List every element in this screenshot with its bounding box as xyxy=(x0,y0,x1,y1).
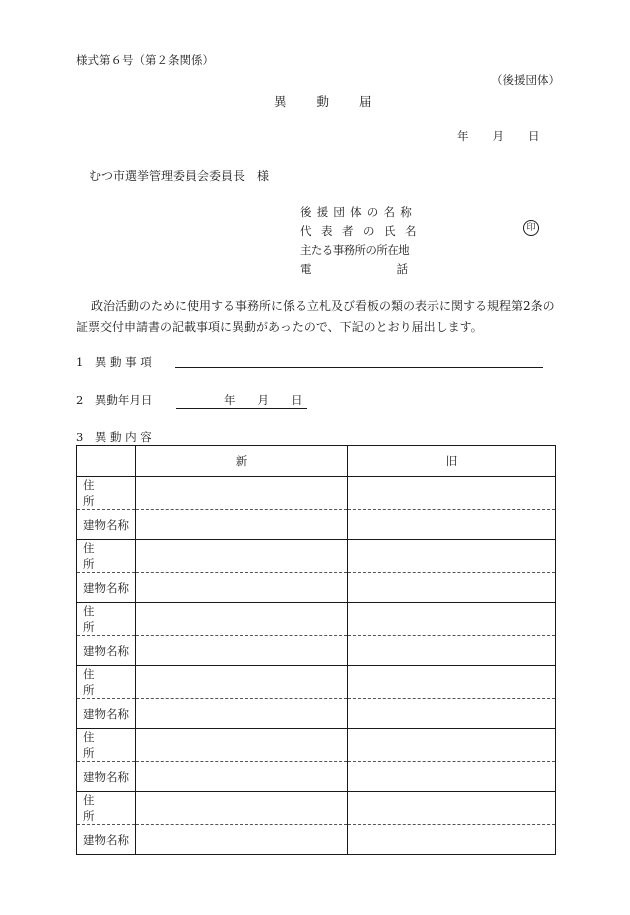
building-new-cell[interactable] xyxy=(136,825,348,855)
change-date-field[interactable] xyxy=(176,392,307,409)
org-type-label: （後援団体） xyxy=(491,73,560,87)
building-old-cell[interactable] xyxy=(348,510,556,540)
building-name-label: 建物名称 xyxy=(77,762,136,792)
address-label: 住所 xyxy=(77,666,136,699)
seal-mark: 印 xyxy=(523,220,539,236)
table-row xyxy=(77,699,556,729)
office-address-label: 主たる事務所の所在地 xyxy=(300,243,409,257)
addressee-honorific: 様 xyxy=(257,169,270,183)
document-title xyxy=(274,92,372,110)
phone-label xyxy=(300,260,408,279)
table-row xyxy=(77,792,556,825)
applicant-fields xyxy=(300,203,426,279)
building-name-label: 建物名称 xyxy=(77,699,136,729)
address-new-cell[interactable] xyxy=(136,666,348,699)
date-month-label: 月 xyxy=(492,129,504,143)
table-row xyxy=(77,573,556,603)
address-new-cell[interactable] xyxy=(136,540,348,573)
table-row xyxy=(77,729,556,762)
addressee xyxy=(89,167,269,184)
address-label: 住所 xyxy=(77,792,136,825)
building-old-cell[interactable] xyxy=(348,636,556,666)
date-day-label: 日 xyxy=(528,129,540,143)
title-char: 届 xyxy=(359,94,372,109)
address-old-cell[interactable] xyxy=(348,729,556,762)
address-new-cell[interactable] xyxy=(136,792,348,825)
building-new-cell[interactable] xyxy=(136,510,348,540)
address-new-cell[interactable] xyxy=(136,603,348,636)
building-old-cell[interactable] xyxy=(348,699,556,729)
change-content-table xyxy=(76,445,556,855)
building-name-label: 建物名称 xyxy=(77,825,136,855)
form-number: 様式第６号（第２条関係） xyxy=(76,53,214,67)
address-old-cell[interactable] xyxy=(348,477,556,510)
building-new-cell[interactable] xyxy=(136,636,348,666)
address-label: 住所 xyxy=(77,540,136,573)
phone-label-char: 電 xyxy=(300,262,312,276)
notice-body: 政治活動のために使用する事務所に係る立札及び看板の類の表示に関する規程第2条の証票交付申請書の記載事項に異動があったので、下記のとおり届出します。 xyxy=(76,299,555,334)
building-new-cell[interactable] xyxy=(136,699,348,729)
building-name-label: 建物名称 xyxy=(77,510,136,540)
table-header-row xyxy=(77,446,556,477)
address-label: 住所 xyxy=(77,729,136,762)
addressee-name: むつ市選挙管理委員会委員長 xyxy=(89,169,246,183)
item-change-matter xyxy=(76,354,174,370)
table-header-new: 新 xyxy=(136,446,348,477)
item-change-date xyxy=(76,392,307,409)
table-row xyxy=(77,540,556,573)
building-old-cell[interactable] xyxy=(348,762,556,792)
address-old-cell[interactable] xyxy=(348,603,556,636)
address-label: 住所 xyxy=(77,477,136,510)
address-new-cell[interactable] xyxy=(136,477,348,510)
table-row xyxy=(77,603,556,636)
representative-label: 代表者の氏名 xyxy=(300,224,426,238)
item-change-date-label: 2 異動年月日 xyxy=(76,393,153,407)
item-change-content-label: 3 異 動 内 容 xyxy=(76,430,152,444)
table-row xyxy=(77,666,556,699)
group-name-label: 後援団体の名称 xyxy=(300,205,417,219)
building-old-cell[interactable] xyxy=(348,825,556,855)
building-name-label: 建物名称 xyxy=(77,636,136,666)
change-matter-field[interactable] xyxy=(175,367,543,368)
change-date-year: 年 xyxy=(224,393,236,407)
table-row xyxy=(77,510,556,540)
table-row xyxy=(77,762,556,792)
address-new-cell[interactable] xyxy=(136,729,348,762)
title-char: 異 xyxy=(274,94,287,109)
table-row xyxy=(77,825,556,855)
change-date-day: 日 xyxy=(291,393,303,407)
table-header-old: 旧 xyxy=(348,446,556,477)
change-date-month: 月 xyxy=(257,393,269,407)
phone-label-char: 話 xyxy=(396,262,408,276)
submission-date xyxy=(457,128,540,144)
item-change-matter-label: 1 異 動 事 項 xyxy=(76,355,152,369)
address-label: 住所 xyxy=(77,603,136,636)
title-char: 動 xyxy=(316,94,330,109)
address-old-cell[interactable] xyxy=(348,540,556,573)
table-row xyxy=(77,636,556,666)
table-row xyxy=(77,477,556,510)
date-year-label: 年 xyxy=(457,129,469,143)
building-name-label: 建物名称 xyxy=(77,573,136,603)
building-old-cell[interactable] xyxy=(348,573,556,603)
building-new-cell[interactable] xyxy=(136,762,348,792)
table-header-blank xyxy=(77,446,136,477)
building-new-cell[interactable] xyxy=(136,573,348,603)
address-old-cell[interactable] xyxy=(348,666,556,699)
address-old-cell[interactable] xyxy=(348,792,556,825)
